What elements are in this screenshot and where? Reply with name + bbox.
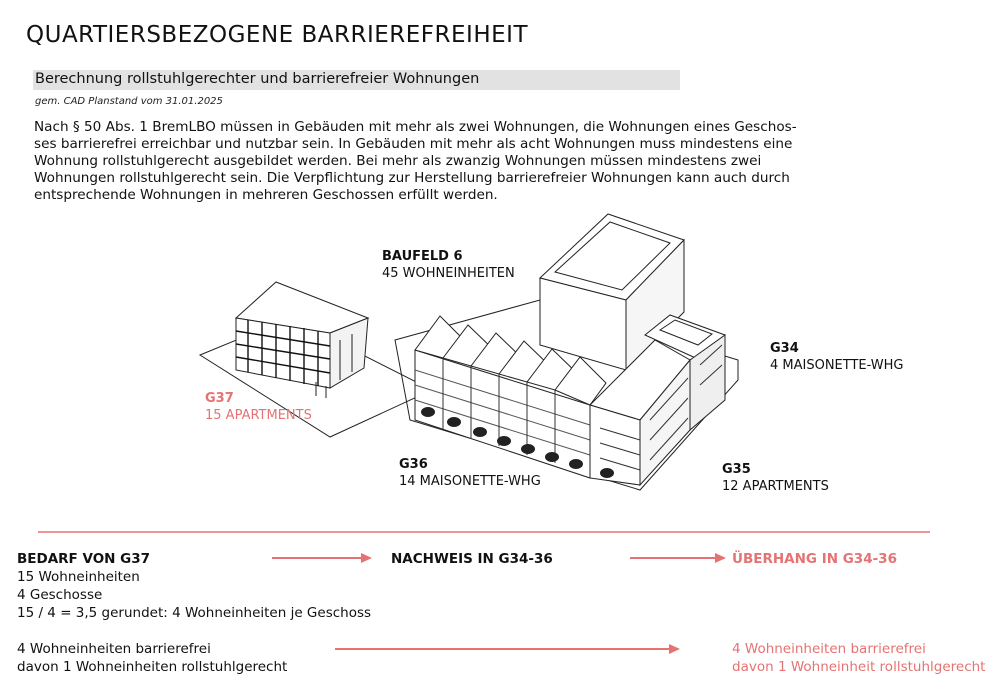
g36-label <box>399 456 541 490</box>
g36-units: 14 MAISONETTE-WHG <box>399 474 541 489</box>
result-left <box>17 640 287 676</box>
page-title: QUARTIERSBEZOGENE BARRIEREFREIHEIT <box>26 22 528 48</box>
bedarf-heading: BEDARF VON G37 <box>17 551 151 567</box>
g37-building <box>236 282 368 398</box>
baufeld-label <box>382 248 515 282</box>
result-left-line: davon 1 Wohneinheiten rollstuhlgerecht <box>17 659 288 675</box>
result-right-line: davon 1 Wohneinheit rollstuhlgerecht <box>732 659 986 675</box>
g36-name: G36 <box>399 457 428 472</box>
g37-label <box>205 390 312 424</box>
intro-line: ses barrierefrei erreichbar und nutzbar sein. In Gebäuden mit mehr als acht Wohnungen muss mindestens eine <box>34 136 793 152</box>
g35-units: 12 APARTMENTS <box>722 479 829 494</box>
intro-line: Wohnungen rollstuhlgerecht sein. Die Verpflichtung zur Herstellung barrierefreier Wohnungen kann auch durch <box>34 170 790 186</box>
baufeld-units: 45 WOHNEINHEITEN <box>382 266 515 281</box>
bedarf-block <box>17 550 371 622</box>
g35-name: G35 <box>722 462 751 477</box>
plan-note: gem. CAD Planstand vom 31.01.2025 <box>35 96 223 107</box>
result-right <box>732 640 985 676</box>
g34-label <box>770 340 904 374</box>
nachweis-heading: NACHWEIS IN G34-36 <box>391 551 553 567</box>
intro-line: Wohnung rollstuhlgerecht ausgebildet werden. Bei mehr als zwanzig Wohnungen müssen mindestens zwei <box>34 153 762 169</box>
bedarf-line: 15 / 4 = 3,5 gerundet: 4 Wohneinheiten je Geschoss <box>17 605 372 621</box>
g37-units: 15 APARTMENTS <box>205 408 312 423</box>
g34-units: 4 MAISONETTE-WHG <box>770 358 904 373</box>
intro-line: entsprechende Wohnungen in mehreren Geschossen erfüllt werden. <box>34 187 498 203</box>
g37-name: G37 <box>205 391 234 406</box>
intro-line: Nach § 50 Abs. 1 BremLBO müssen in Gebäuden mit mehr als zwei Wohnungen, die Wohnungen eines Geschos- <box>34 119 797 135</box>
subtitle: Berechnung rollstuhlgerechter und barrierefreier Wohnungen <box>35 71 480 87</box>
baufeld-name: BAUFELD 6 <box>382 249 463 264</box>
result-right-line: 4 Wohneinheiten barrierefrei <box>732 641 926 657</box>
g35-label <box>722 461 829 495</box>
ueberhang-heading: ÜBERHANG IN G34-36 <box>732 551 897 567</box>
g34-name: G34 <box>770 341 799 356</box>
bedarf-line: 4 Geschosse <box>17 587 103 603</box>
bedarf-line: 15 Wohneinheiten <box>17 569 140 585</box>
result-left-line: 4 Wohneinheiten barrierefrei <box>17 641 211 657</box>
